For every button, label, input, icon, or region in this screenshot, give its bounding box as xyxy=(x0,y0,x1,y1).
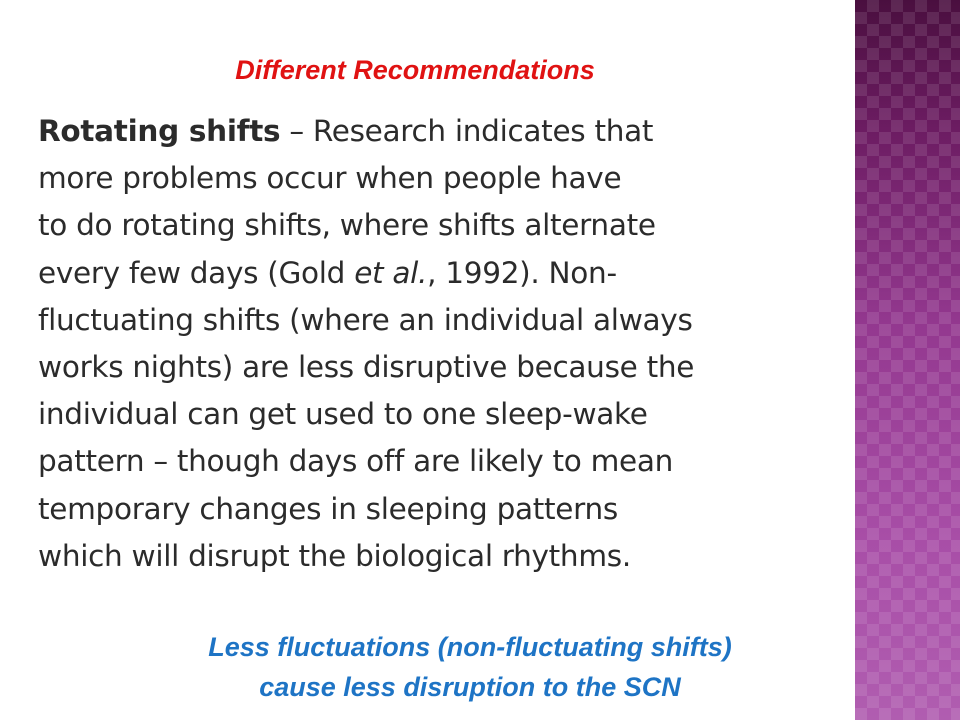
slide-title: Different Recommendations xyxy=(235,55,595,85)
quote-line-7: individual can get used to one sleep-wake xyxy=(38,397,648,432)
quote-line-1-text: Research indicates that xyxy=(312,114,654,148)
conclusion-line-2: cause less disruption to the SCN xyxy=(259,672,681,702)
conclusion-text xyxy=(90,627,850,707)
quote-line-6: works nights) are less disruptive because the xyxy=(38,350,695,385)
quote-line-4 xyxy=(38,250,828,297)
quote-line-5: fluctuating shifts (where an individual always xyxy=(38,302,693,337)
quote-line-8: pattern – though days off are likely to mean xyxy=(38,444,674,479)
quoted-passage xyxy=(38,108,828,580)
quote-line-4-after: , 1992). Non- xyxy=(427,255,617,290)
quote-line-1 xyxy=(38,108,828,155)
quote-line-9: temporary changes in sleeping patterns xyxy=(38,491,618,526)
term-separator: – xyxy=(280,114,313,148)
conclusion-line-1: Less fluctuations (non-fluctuating shifts) xyxy=(208,632,732,662)
quote-line-3: to do rotating shifts, where shifts alternate xyxy=(38,208,656,243)
quote-line-10: which will disrupt the biological rhythms. xyxy=(38,538,631,573)
citation-et-al: et al. xyxy=(354,255,428,290)
quote-line-2: more problems occur when people have xyxy=(38,161,622,196)
quote-line-4-before: every few days (Gold xyxy=(38,255,355,290)
decorative-sidebar xyxy=(855,0,960,720)
key-term: Rotating shifts xyxy=(38,114,281,148)
